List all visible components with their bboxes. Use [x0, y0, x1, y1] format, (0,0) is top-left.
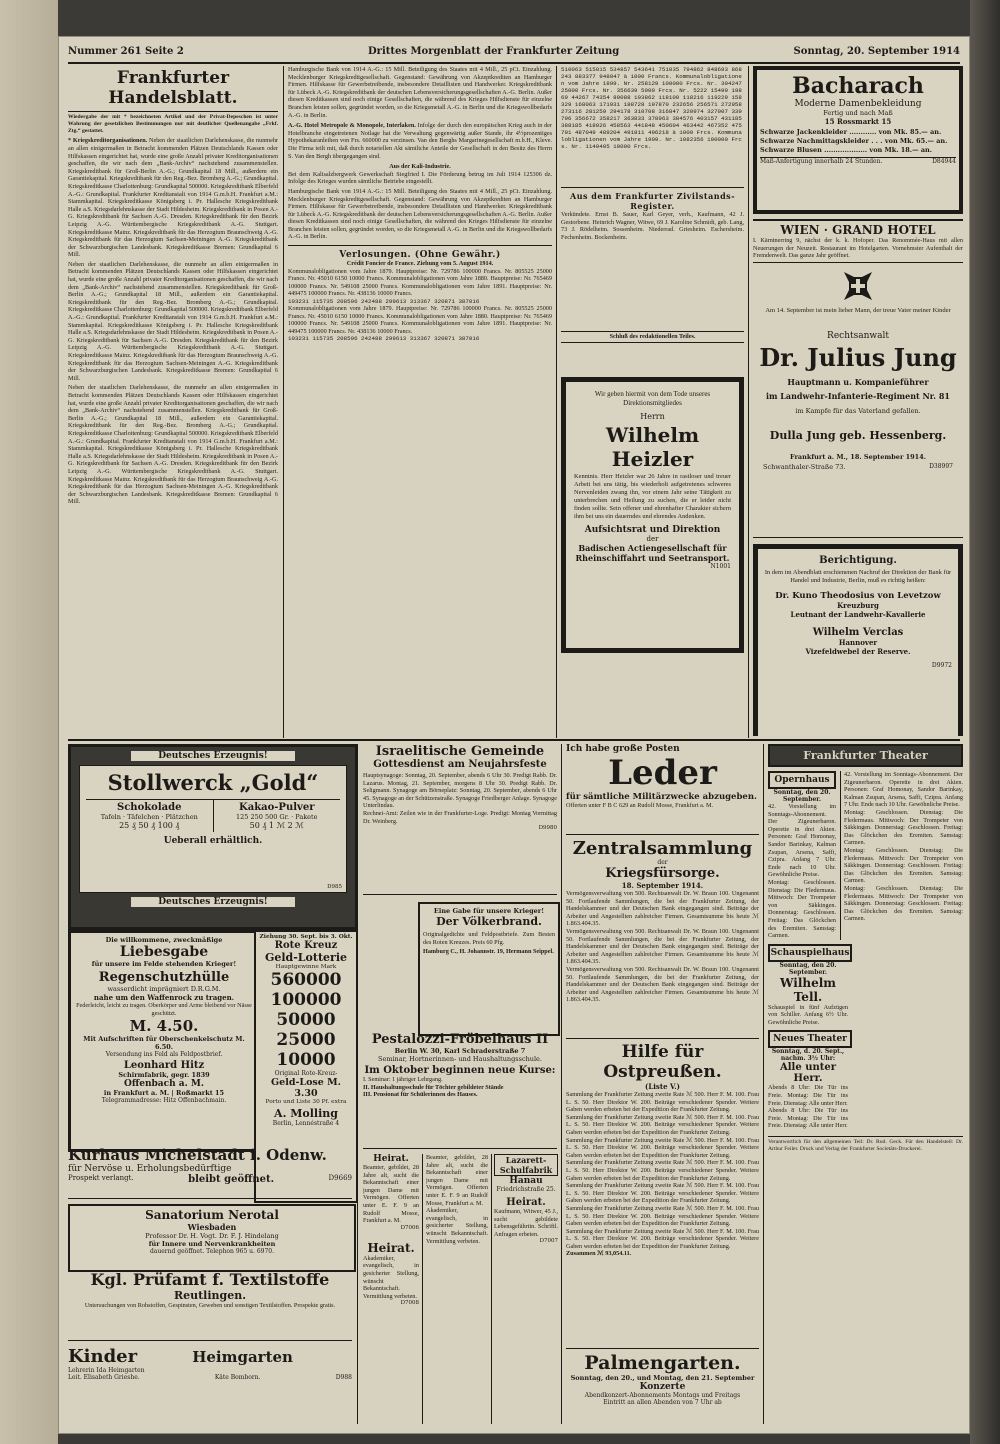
kurhaus-prospekt: Prospekt verlangt. — [68, 1174, 134, 1182]
handelsblatt-title: Frankfurter Handelsblatt. — [68, 66, 278, 112]
obituary-rank: Hauptmann u. Kompanieführer — [787, 376, 929, 387]
kurhaus-open: bleibt geöffnet. — [188, 1174, 275, 1185]
bacharach-subtitle: Moderne Damenbekleidung — [794, 99, 922, 109]
palmengarten-ad — [566, 1352, 759, 1424]
ostpreussen-body-cont: Sammlung der Frankfurter Zeitung zweite Rate ℳ 500. Herr F. M. 100. Frau L. S. 50. Herr Direktor W. 200. Beiträge verschiedener Spender. Weitere Gaben werden erbeten bei der Expedition der Frankfurter Zeitung. — [566, 1227, 759, 1250]
pestalozzi-address: Berlin W. 30, Karl Schraderstraße 7 — [394, 1047, 526, 1055]
sanatorium-place: Wiesbaden — [187, 1222, 237, 1232]
sanatorium-doctors: Professor Dr. H. Vogt. Dr. F. J. Hindelang — [145, 1232, 279, 1240]
article-body: Hamburgische Bank von 1914 A.-G.: 15 Mill. Beteiligung des Staates mit 4 Mill., 25 pCt. Einzahlung. Mecklenburger Kriegskreditgesellschaft. Gegenstand: Gewährung von Akzeptkrediten an Hamburger Firmen. Hilfskasse für Gewerbetreibende, insbesondere Detaillisten und Handwerker. Kriegskreditbank für Lübeck A.-G. Kriegskreditbank der deutschen Lebensversicherungsgesellschaften A.-G. Berlin. Außer diesen Kreditkassen sind noch einige Gesellschaften, die während des Krieges Hilfsdienste für einzelne Branchen leisten sollen, gegründet worden, so die Kriegsmetall A.-G. in Berlin und die Kriegswollbedarfs A.-G. in Berlin. — [288, 66, 552, 119]
zentral-date: 18. September 1914. — [621, 881, 704, 890]
bacharach-address: 15 Rossmarkt 15 — [824, 117, 892, 126]
obituary-heizler — [561, 377, 744, 653]
imprint: Verantwortlich für den allgemeinen Teil: Dr. Rud. Geck. Für den Handelsteil: Dr. Arthur Feiler. Druck und Verlag der Frankfurter Societäts-Druckerei. — [768, 1136, 963, 1153]
obituary-intro: Wir geben hiermit von dem Tode unseres Direktionsmitgliedes — [594, 389, 711, 407]
ostpreussen-body-cont: Sammlung der Frankfurter Zeitung zweite Rate ℳ 500. Herr F. M. 100. Frau L. S. 50. Herr Direktor W. 200. Beiträge verschiedener Spender. Weitere Gaben werden erbeten bei der Expedition der Frankfurter Zeitung. — [566, 1113, 759, 1136]
column-rule — [491, 1154, 492, 1424]
textil-body: Untersuchungen von Rohstoffen, Gespinsten, Geweben und sonstigen Textilstoffen. Prospekte gratis. — [84, 1302, 336, 1309]
regenschutz-shipping: Versendung ins Feld als Feldpostbrief. — [105, 1051, 223, 1059]
opernhaus-body: 42. Vorstellung im Sonntags-Abonnement. Der Zigeunerbaron. Operette in drei Akten. Personen: Graf Homonay, Sandor Barinkay, Kalman Zsupan, Arsena, Saffi, Czipra. Anfang 7 Uhr. Ende nach 10 Uhr. Gewöhnliche Preise. — [768, 803, 836, 879]
opernhaus-week: Montag: Geschlossen. Dienstag: Die Fledermaus. Mittwoch: Der Trompeter von Säkkingen. Donnerstag: Geschlossen. Freitag: Das Glöckchen des Eremiten. Samstag: Carmen. — [768, 878, 836, 940]
voelkerbrand-title: Der Völkerbrand. — [436, 915, 542, 928]
wien-hotel-ad — [753, 219, 963, 263]
sanatorium-hours: dauernd geöffnet. Telephon 965 u. 6970. — [149, 1248, 275, 1255]
obituary-regiment: im Landwehr-Infanterie-Regiment Nr. 81 — [765, 390, 950, 401]
lazarett-title: Lazarett-Schulfabrik — [494, 1154, 558, 1176]
lottery-ad-firm: A. Molling — [274, 1107, 338, 1120]
stollwerck-bottom-banner: Deutsches Erzeugnis! — [131, 897, 295, 907]
article-body: Neben der staatlichen Darlehenskasse, die nunmehr an allen einigermaßen in Betracht kommenden Plätzen Deutschlands Kassen oder Hilfskassen eingerichtet hat, wurde eine große Anzahl privater Kreditorganisationen geschaffen, die wir nach dem „Bank-Archiv“ nachstehend zusammenstellen. Kriegskreditbank für Groß-Berlin A.-G.; Grundkapital 18 Mill., außerdem ein Garantiekapital. Kriegskreditbank für den Reg.-Bez. Bromberg A.-G.; Grundkapital. Kriegskreditkasse Charlottenburg: Grundkapital 500000. Kriegskreditbank Elberfeld A.-G.: Grundkapital. Frankfurter Kreditanstalt von 1914 G.m.b.H. Frankfurt a.M.: Stammkapital. Kriegskreditkasse Königsberg i. Pr. Hallesche Kriegskreditbank Halle a.S. Kriegsdarlehnskasse der Stadt Hildesheim. Kriegskreditbank in Posen A.-G. Kriegskreditbank für Sachsen A.-G. Dresden. Kriegskreditbank für den Bezirk Leipzig A.-G. Württembergische Kriegskreditbank A.-G. Stuttgart. Kriegskreditkasse Mainz. Kriegskreditbank für das Herzogtum Braunschweig A.-G. Kriegskreditbank für das Herzogtum Sachsen-Meiningen A.-G. Kriegskreditbank der Schwarzburgischen Landesbank. Kriegskreditkasse Bremen: Grundkapital 6 Mill. — [68, 137, 278, 259]
obituary-place: Frankfurt a. M., 18. September 1914. — [790, 452, 926, 461]
theater-header: Frankfurter Theater — [768, 744, 963, 767]
leder-ad — [566, 744, 759, 835]
obituary-company: Badischen Actiengesellschaft für Rheinschiffahrt und Seetransport. — [575, 542, 730, 563]
zentral-body-cont: Vermögensverwaltung von 500. Rechtsanwalt Dr. W. Braun 100. Ungenannt 50. Fortlaufende Sammlungen, die bei der Frankfurter Zeitung, der Handelskammer und der Deutschen Bank eingegangen sind. Beiträge der Arbeiter und Angestellten zahlreicher Firmen. Gesamtsumme bis heute ℳ 1.863.404.35. — [566, 927, 759, 966]
berichtigung-place: Hannover — [838, 637, 878, 647]
heirat-title: Heirat. — [373, 1154, 409, 1164]
neues-theater-date: Sonntag, d. 20. Sept., nachm. 3½ Uhr: — [771, 1048, 845, 1063]
lottery-ad-address: Berlin, Lennéstraße 4 — [272, 1120, 340, 1127]
lottery-prize: 100000 — [270, 990, 342, 1010]
sanatorium-title: Sanatorium Nerotal — [145, 1208, 279, 1222]
obituary-signer-der: der — [646, 534, 659, 543]
regenschutz-target: für unsere im Felde stehenden Krieger! — [91, 960, 237, 968]
column-rule — [556, 66, 557, 738]
ostpreussen-title: Hilfe für Ostpreußen. — [603, 1042, 722, 1082]
opernhaus-date: Sonntag, den 20. September. — [773, 789, 831, 803]
schauspielhaus-play: Wilhelm Tell. — [780, 975, 836, 1004]
regenschutz-firm-sub: Schirmfabrik, gegr. 1839 — [118, 1071, 210, 1080]
ad-code: D38997 — [929, 462, 953, 470]
regenschutz-extra: Mit Aufschriften für Oberschenkelschutz M. 6.50. — [83, 1035, 245, 1052]
leder-title: Leder — [608, 753, 717, 793]
lottery-prize: 10000 — [276, 1050, 336, 1070]
stollwerck-right-prices: 50 ₰ 1 ℳ 2 ℳ — [249, 821, 304, 830]
synagogue-note: Rechnei-Amt: Zeilen wie in der Frankfurter-Loge. Predigt: Montag Vormittag Dr. Weinberg. — [363, 809, 557, 825]
article-body: Infolge der durch den europäischen Krieg auch in der Hotelbranche eingetretenen Notlage hat die Verwaltung gegenwärtig außer Stande, ihr 4½prozentiges Hypothekaranleihen von Frs. 660000 zu verzinsen. Van den Berghs Margarinegesellschaft m.b.H., Kleve. Die Firma teilt mit, daß durch notariellen Akt sämtliche Anteile der Gesellschaft in den Besitz des Herrn S. Van den Bergh übergegangen sind. — [288, 122, 552, 160]
register-body: Verkündete. Ernst B. Sauer, Karl Geyer, verh., Kaufmann, 42 J. Gestorbene. Heinrich Wagner, Witwe, 69 J. Karoline Schmidt, geb. Lang, 73 J. Rödelheim. Sossenheim. Niederrad. Griesheim. Eschersheim. Fechenheim. Bockenheim. — [561, 211, 744, 241]
sanatorium-ad — [68, 1204, 356, 1272]
wien-hotel-body: I. Kärntnerring 9, nächst der k. k. Hofoper. Das Renommée-Haus mit allen Neuerungen der Neuzeit. Restaurant im Hotelgarten. Vornehmster Aufenthalt der Fremdenwelt. Das ganze Jahr geöffnet. — [753, 237, 963, 260]
lottery-results: Kommunalobligationen vom Jahre 1879. Hauptpreise: Nr. 729786 100000 Francs. Nr. 805525 25000 Francs. Nr. 45010 6150 10000 Francs. Kommunalobligationen vom Jahre 1880. Hauptpreise: Nr. 765469 100000 Francs. Nr. 549108 25000 Francs. Kommunalobligationen vom Jahre 1891. Hauptpreise: Nr. 449475 100000 Francs. Nr. 438136 10000 Francs. — [288, 305, 552, 335]
lottery-ad-price: Geld-Lose M. 3.30 — [271, 1077, 341, 1099]
synagogue-body: Hauptsynagoge: Sonntag, 20. September, abends 6 Uhr 30. Predigt Rabb. Dr. Lazarus. Montag, 21. September, morgens 8 Uhr 30. Predigt Rabb. Dr. Seligmann. Synagoge am Börneplatz: Sonntag, 20. September, abends 6 Uhr 45. Synagoge an der Schützenstraße. Synagoge Friedberger Anlage. Synagoge Unterlindau. — [363, 772, 557, 810]
zentralsammlung — [566, 838, 759, 1039]
ad-code: D7007 — [539, 1238, 558, 1245]
lottery-numbers: 103231 115735 208596 242488 299613 313367 320871 387016 — [288, 298, 480, 306]
ad-code: D7006 — [400, 1224, 419, 1231]
obituary-widow: Dulla Jung geb. Hessenberg. — [769, 428, 947, 442]
opernhaus-title: Opernhaus — [768, 771, 836, 789]
berichtigung-name: Dr. Kuno Theodosius von Levetzow — [775, 590, 941, 601]
regenschutz-usage: nahe um den Waffenrock zu tragen. — [93, 993, 235, 1002]
heirat-title: Heirat. — [367, 1240, 415, 1255]
bacharach-line: Fertig und nach Maß — [823, 109, 893, 117]
stollwerck-availability: Ueberall erhältlich. — [163, 836, 263, 846]
obituary-jung — [753, 267, 963, 538]
heirat-body: Beamter, gebildet, 28 Jahre alt, sucht die Bekanntschaft einer jungen Dame mit Vermögen. Offerten unter E. F. 9 an Rudolf Mosse, Frankfurt a. M. — [363, 1164, 419, 1225]
lottery-ad-porto: Porto und Liste 30 Pf. extra — [265, 1099, 347, 1105]
lottery-ad-title: Rote Kreuz — [274, 940, 338, 951]
obituary-name: Dr. Julius Jung — [759, 342, 957, 372]
pestalozzi-ad — [363, 1032, 557, 1149]
kinder-line: Lehrerin Ida Heimgarten — [68, 1367, 145, 1374]
leder-purpose: für sämtliche Militärzwecke abzugeben. — [566, 792, 757, 802]
obituary-role: Rechtsanwalt — [827, 330, 889, 341]
column-rule — [561, 744, 562, 1424]
lottery-title: Verlosungen. (Ohne Gewähr.) — [339, 250, 501, 261]
neues-theater-body: Abends 8 Uhr: Die Tür ins Freie. Montag: Die Tür ins Freie. Dienstag: Alle unter Herr. — [768, 1084, 848, 1107]
regenschutz-price: M. 4.50. — [129, 1017, 199, 1036]
opernhaus-cast: 42. Vorstellung im Sonntags-Abonnement. Der Zigeunerbaron. Operette in drei Akten. Personen: Graf Homonay, Sandor Barinkay, Kalman Zsupan, Arsena, Saffi, Czipra. Anfang 7 Uhr. Ende nach 10 Uhr. Gewöhnliche Preise. — [844, 771, 963, 809]
lottery-results: Kommunalobligationen vom Jahre 1879. Hauptpreise: Nr. 729786 100000 Francs. Nr. 805525 25000 Francs. Nr. 45010 6150 10000 Francs. Kommunalobligationen vom Jahre 1880. Hauptpreise: Nr. 765469 100000 Francs. Nr. 549108 25000 Francs. Kommunalobligationen vom Jahre 1891. Hauptpreise: Nr. 449475 100000 Francs. Nr. 438136 10000 Francs. — [288, 267, 552, 298]
lottery-subtitle: Crédit Foncier de France. Ziehung vom 5. August 1914. — [346, 260, 494, 268]
pestalozzi-course-3: III. Pensionat für Schülerinnen des Hauses. — [363, 1091, 478, 1099]
lazarett-place: Hanau — [509, 1176, 543, 1186]
palmengarten-dates: Sonntag, den 20., und Montag, den 21. September — [570, 1374, 755, 1382]
ad-code: D9980 — [538, 825, 557, 832]
lazarett-ad — [494, 1154, 558, 1424]
ad-code: D9669 — [328, 1174, 352, 1182]
pestalozzi-course-1: I. Seminar: 1 jähriger Lehrgang. — [363, 1076, 443, 1083]
lottery-ad-label: Hauptgewinne Mark — [275, 964, 337, 970]
palmengarten-concerts: Konzerte — [639, 1382, 686, 1392]
lottery-ad-title2: Geld-Lotterie — [264, 951, 348, 964]
article-subheading: A.-G. Hotel Metropole & Monopole, Interlaken. — [288, 122, 416, 130]
lottery-ad-original: Original Rote-Kreuz- — [274, 1070, 338, 1077]
iron-cross-icon — [841, 269, 875, 303]
article-body-cont: Neben der staatlichen Darlehenskasse, die nunmehr an allen einigermaßen in Betracht kommenden Plätzen Deutschlands Kassen oder Hilfskassen eingerichtet hat, wurde eine große Anzahl privater Kreditorganisationen geschaffen, die wir nach dem „Bank-Archiv“ nachstehend zusammenstellen. Kriegskreditbank für Groß-Berlin A.-G.; Grundkapital 18 Mill., außerdem ein Garantiekapital. Kriegskreditbank für den Reg.-Bez. Bromberg A.-G.; Grundkapital. Kriegskreditkasse Charlottenburg: Grundkapital 500000. Kriegskreditbank Elberfeld A.-G.: Grundkapital. Frankfurter Kreditanstalt von 1914 G.m.b.H. Frankfurt a.M.: Stammkapital. Kriegskreditkasse Königsberg i. Pr. Hallesche Kriegskreditbank Halle a.S. Kriegsdarlehnskasse der Stadt Hildesheim. Kriegskreditbank in Posen A.-G. Kriegskreditbank für Sachsen A.-G. Dresden. Kriegskreditbank für den Bezirk Leipzig A.-G. Württembergische Kriegskreditbank A.-G. Stuttgart. Kriegskreditkasse Mainz. Kriegskreditbank für das Herzogtum Braunschweig A.-G. Kriegskreditbank für das Herzogtum Sachsen-Meiningen A.-G. Kriegskreditbank der Schwarzburgischen Landesbank. Kriegskreditkasse Bremen: Grundkapital 6 Mill. — [68, 260, 278, 382]
leder-intro: Ich habe große Posten — [566, 744, 680, 754]
opernhaus-week-cont: Montag: Geschlossen. Dienstag: Die Fledermaus. Mittwoch: Der Trompeter von Säkkingen. Donnerstag: Geschlossen. Freitag: Das Glöckchen des Eremiten. Samstag: Carmen. — [844, 808, 963, 847]
palmengarten-abo: Abendkonzert-Abonnements Montags und Freitags — [584, 1392, 741, 1399]
kinder-ad — [68, 1346, 352, 1422]
kurhaus-sub: für Nervöse u. Erholungsbedürftige — [68, 1164, 232, 1174]
bacharach-ad — [753, 66, 963, 214]
column-rule — [283, 66, 284, 738]
price-item: Schwarze Blusen ................... von Mk. 18.— an. — [760, 146, 933, 154]
stollwerck-chocolate — [86, 800, 214, 832]
zentral-title: Zentralsammlung — [572, 838, 753, 859]
pestalozzi-course-2: II. Haushaltungsschule für Töchter gebildeter Stände — [363, 1083, 504, 1091]
reprint-note: Wiedergabe der mit * bezeichneten Artikel und der Privat-Depeschen ist unter Wahrung der gesetzlichen Bestimmungen nur mit deutlicher Quellenangabe „Frkf. Ztg.“ gestattet. — [68, 114, 278, 134]
zentral-body: Vermögensverwaltung von 500. Rechtsanwalt Dr. W. Braun 100. Ungenannt 50. Fortlaufende Sammlungen, die bei der Frankfurter Zeitung, der Handelskammer und der Deutschen Bank eingegangen sind. Beiträge der Arbeiter und Angestellten zahlreicher Firmen. Gesamtsumme bis heute ℳ 1.863.404.35. — [566, 890, 759, 928]
stollwerck-ad — [68, 744, 358, 930]
ad-code: D985 — [327, 884, 342, 890]
schauspielhaus-body: Schauspiel in fünf Aufzügen von Schiller. Anfang 6½ Uhr. Gewöhnliche Preise. — [768, 1003, 848, 1026]
schauspielhaus-date: Sonntag, den 20. September. — [779, 961, 837, 976]
kinder-title: Kinder — [68, 1346, 138, 1367]
regenschutz-branch: in Frankfurt a. M. | Roßmarkt 15 — [103, 1089, 225, 1098]
stollwerck-right-sub: 125 250 500 Gr. · Pakete — [236, 813, 318, 821]
theater-column — [768, 744, 963, 1424]
lottery-prize: 50000 — [276, 1010, 336, 1030]
zentral-body-cont: Vermögensverwaltung von 500. Rechtsanwalt Dr. W. Braun 100. Ungenannt 50. Fortlaufende Sammlungen, die bei der Frankfurter Zeitung, der Handelskammer und der Deutschen Bank eingegangen sind. Beiträge der Arbeiter und Angestellten zahlreicher Firmen. Gesamtsumme bis heute ℳ 1.863.404.35. — [566, 965, 759, 1004]
zentral-der: der — [657, 859, 668, 866]
column-rule — [763, 744, 764, 1424]
column-rule — [422, 1154, 423, 1424]
heirat-body: Akademiker, evangelisch, in gesicherter Stellung, wünscht Bekanntschaft. Vermittlung verbeten. — [426, 1207, 488, 1245]
ostpreussen-body-cont: Sammlung der Frankfurter Zeitung zweite Rate ℳ 500. Herr F. M. 100. Frau L. S. 50. Herr Direktor W. 200. Beiträge verschiedener Spender. Weitere Gaben werden erbeten bei der Expedition der Frankfurter Zeitung. — [566, 1136, 759, 1159]
ostpreussen-total: Zusammen ℳ 93,054.11. — [566, 1250, 632, 1258]
register-column — [561, 66, 744, 736]
article-body-cont: Hamburgische Bank von 1914 A.-G.: 15 Mill. Beteiligung des Staates mit 4 Mill., 25 pCt. Einzahlung. Mecklenburger Kriegskreditgesellschaft. Gegenstand: Gewährung von Akzeptkrediten an Hamburger Firmen. Hilfskasse für Gewerbetreibende, insbesondere Detaillisten und Handwerker. Kriegskreditbank für Lübeck A.-G. Kriegskreditbank der deutschen Lebensversicherungsgesellschaften A.-G. Berlin. Außer diesen Kreditkassen sind noch einige Gesellschaften, die während des Krieges Hilfsdienste für einzelne Branchen leisten sollen, gegründet worden, so die Kriegsmetall A.-G. in Berlin und die Kriegswollbedarfs A.-G. in Berlin. — [288, 187, 552, 241]
lottery-numbers: 103231 115735 208596 242488 299613 313367 320871 387016 — [288, 335, 480, 343]
berichtigung-notice — [753, 544, 963, 736]
regenschutz-firm: Leonhard Hitz — [123, 1060, 205, 1072]
ad-code: D988 — [335, 1374, 352, 1381]
wien-hotel-title: WIEN · GRAND HOTEL — [780, 223, 936, 237]
regenschutz-product: Regenschutzhülle — [98, 970, 230, 985]
ostpreussen-body-cont: Sammlung der Frankfurter Zeitung zweite Rate ℳ 500. Herr F. M. 100. Frau L. S. 50. Herr Direktor W. 200. Beiträge verschiedener Spender. Weitere Gaben werden erbeten bei der Expedition der Frankfurter Zeitung. — [566, 1204, 759, 1228]
berichtigung-rank: Leutnant der Landwehr-Kavallerie — [790, 609, 926, 619]
lazarett-body: Kaufmann, Witwer, 45 J., sucht gebildete Lebensgefährtin. Schriftl. Anfragen erbeten. — [494, 1208, 558, 1238]
ostpreussen-body-cont: Sammlung der Frankfurter Zeitung zweite Rate ℳ 500. Herr F. M. 100. Frau L. S. 50. Herr Direktor W. 200. Beiträge verschiedener Spender. Weitere Gaben werden erbeten bei der Expedition der Frankfurter Zeitung. — [566, 1182, 759, 1205]
bacharach-price-list — [760, 128, 956, 155]
heirat-body: Beamter, gebildet, 28 Jahre alt, sucht die Bekanntschaft einer jungen Dame mit Vermögen. Offerten unter E. F. 9 an Rudolf Mosse, Frankfurt a. M. — [426, 1154, 488, 1207]
kinder-heimgarten: Heimgarten — [192, 1348, 293, 1366]
textil-ad — [68, 1270, 352, 1341]
kurhaus-title: Kurhaus Michelstadt i. Odenw. — [68, 1146, 327, 1164]
berichtigung-place: Kreuzburg — [837, 600, 879, 610]
stollwerck-right-title: Kakao-Pulver — [239, 802, 315, 813]
voelkerbrand-ad — [418, 902, 560, 1036]
regenschutz-city: Offenbach a. M. — [124, 1079, 204, 1090]
heirat-title: Heirat. — [506, 1197, 546, 1208]
header-issue: Nummer 261 Seite 2 — [68, 46, 184, 57]
voelkerbrand-publisher: Hamburg C., H. Johannstr. 19, Hermann Seippel. — [423, 948, 554, 956]
obituary-body: Kenntnis. Herr Heizler war 26 Jahre in rastloser und treuer Arbeit bei uns tätig, bis wiederholt aufgetretenes schweres Nervenleiden zwang ihn, vor einem Jahr seine Tätigkeit zu unterbrechen und Heilung zu suchen, die er leider nicht finden sollte. Sein offener und ehrenhafter Charakter sichern ihm bei uns ein dauerndes und ehrendes Andenken. — [574, 472, 731, 520]
ads-column — [753, 66, 963, 736]
pestalozzi-courses: Im Oktober beginnen neue Kurse: — [364, 1065, 556, 1076]
voelkerbrand-body: Originalgedichte und Feldpostbriefe. Zum Besten des Roten Kreuzes. Preis 60 Pfg. — [423, 931, 555, 946]
bacharach-footer: Maß-Anfertigung innerhalb 24 Stunden. — [760, 158, 883, 165]
opernhaus-week-cont: Montag: Geschlossen. Dienstag: Die Fledermaus. Mittwoch: Der Trompeter von Säkkingen. Donnerstag: Geschlossen. Freitag: Das Glöckchen des Eremiten. Samstag: Carmen. — [844, 884, 963, 923]
ostpreussen-body: Sammlung der Frankfurter Zeitung zweite Rate ℳ 500. Herr F. M. 100. Frau L. S. 50. Herr Direktor W. 200. Beiträge verschiedener Spender. Weitere Gaben werden erbeten bei der Expedition der Frankfurter Zeitung. — [566, 1091, 759, 1114]
ad-code: D84944 — [932, 158, 956, 165]
ad-code: N1001 — [710, 562, 731, 570]
handelsblatt-column — [68, 66, 278, 736]
berichtigung-body: In dem im Abendblatt erschienenen Nachruf der Direktion der Bank für Handel und Industrie, Berlin, muß es richtig heißen: — [764, 568, 952, 584]
palmengarten-title: Palmengarten. — [584, 1352, 741, 1374]
regenschutz-ad — [68, 930, 260, 1152]
ad-code: D7008 — [400, 1300, 419, 1307]
synagogue-notice — [363, 744, 557, 895]
lottery-numbers-cont: 510063 515015 534857 543641 751035 794862 848693 868243 883377 948047 à 1000 Francs. Kommunalobligationen vom Jahre 1899. Nr. 258129 100000 Frcs. Nr. 304247 25000 Frcs. Nr. 356639 5000 Frcs. Nr. 5222 15499 19869 44267 74354 89088 103862 118100 118216 119229 158329 168063 171931 188728 197870 232656 256571 272958 273116 281259 294178 310708 316847 320974 327007 339796 356672 358217 363833 378963 384576 403157 431185 388185 418026 458563 441848 450604 463442 467352 475701 487049 489204 491811 496218 à 1000 Frcs. Kommunalobligationen vom Jahre 1909. Nr. 1082356 100000 Frcs. Nr. 1140405 10000 Frcs. — [561, 66, 742, 150]
lottery-prize: 560000 — [270, 970, 342, 990]
page-header — [68, 44, 960, 64]
lazarett-address: Friedrichstraße 25. — [496, 1186, 556, 1193]
obituary-intro: Am 14. September ist mein lieber Mann, der treue Vater meiner Kinder — [765, 306, 951, 314]
regenschutz-liebesgabe: Liebesgabe — [119, 944, 209, 960]
berichtigung-rank: Vizefeldwebel der Reserve. — [805, 646, 911, 656]
opernhaus-week-cont: Montag: Geschlossen. Dienstag: Die Fledermaus. Mittwoch: Der Trompeter von Säkkingen. Donnerstag: Geschlossen. Freitag: Das Glöckchen des Eremiten. Samstag: Carmen. — [844, 846, 963, 885]
kinder-leader2: Käte Bomborn. — [214, 1374, 261, 1381]
ostpreussen-appeal — [566, 1042, 759, 1349]
price-item: Schwarze Jackenkleider ............ von Mk. 85.— an. — [760, 128, 942, 136]
lottery-ad-date: Ziehung 30. Sept. bis 3. Okt. — [259, 934, 353, 940]
regenschutz-intro: Die willkommene, zweckmäßige — [105, 936, 223, 944]
page-left-margin — [0, 0, 58, 1444]
zentral-subtitle: Kriegsfürsorge. — [605, 866, 720, 881]
header-masthead: Drittes Morgenblatt der Frankfurter Zeitung — [368, 46, 620, 57]
obituary-address: Schwanthaler-Straße 73. — [763, 462, 846, 471]
schauspielhaus-title: Schauspielhaus — [768, 944, 852, 962]
heirat-body: Akademiker, evangelisch, in gesicherter Stellung, wünscht Bekanntschaft. Vermittlung verbeten. — [363, 1254, 419, 1300]
synagogue-title: Israelitische Gemeinde — [375, 744, 545, 759]
bacharach-title: Bacharach — [792, 73, 924, 99]
article-body-cont: Neben der staatlichen Darlehenskasse, die nunmehr an allen einigermaßen in Betracht kommenden Plätzen Deutschlands Kassen oder Hilfskassen eingerichtet hat, wurde eine große Anzahl privater Kreditorganisationen geschaffen, die wir nach dem „Bank-Archiv“ nachstehend zusammenstellen. Kriegskreditbank für Groß-Berlin A.-G.; Grundkapital 18 Mill., außerdem ein Garantiekapital. Kriegskreditbank für den Reg.-Bez. Bromberg A.-G.; Grundkapital. Kriegskreditkasse Charlottenburg: Grundkapital 500000. Kriegskreditbank Elberfeld A.-G.: Grundkapital. Frankfurter Kreditanstalt von 1914 G.m.b.H. Frankfurt a.M.: Stammkapital. Kriegskreditkasse Königsberg i. Pr. Hallesche Kriegskreditbank Halle a.S. Kriegsdarlehnskasse der Stadt Hildesheim. Kriegskreditbank in Posen A.-G. Kriegskreditbank für Sachsen A.-G. Dresden. Kriegskreditbank für den Bezirk Leipzig A.-G. Württembergische Kriegskreditbank A.-G. Stuttgart. Kriegskreditkasse Mainz. Kriegskreditbank für das Herzogtum Braunschweig A.-G. Kriegskreditbank für das Herzogtum Sachsen-Meiningen A.-G. Kriegskreditbank der Schwarzburgischen Landesbank. Kriegskreditkasse Bremen: Grundkapital 6 Mill. — [68, 384, 278, 506]
neues-theater-play: Alle unter Herr. — [780, 1062, 836, 1085]
divider — [561, 187, 744, 188]
berichtigung-name: Wilhelm Verclas — [812, 626, 904, 638]
divider — [288, 245, 552, 246]
price-item: Schwarze Nachmittagskleider . . . von Mk. 65.— an. — [760, 137, 948, 145]
obituary-herr: Herrn — [640, 411, 665, 421]
ostpreussen-body-cont: Sammlung der Frankfurter Zeitung zweite Rate ℳ 500. Herr F. M. 100. Frau L. S. 50. Herr Direktor W. 200. Beiträge verschiedener Spender. Weitere Gaben werden erbeten bei der Expedition der Frankfurter Zeitung. — [566, 1159, 759, 1182]
synagogue-subtitle: Gottesdienst am Neujahrsfeste — [373, 759, 547, 770]
register-title: Aus dem Frankfurter Zivilstands-Register. — [569, 191, 736, 211]
textil-place: Reutlingen. — [173, 1289, 247, 1302]
textil-title: Kgl. Prüfamt f. Textilstoffe — [90, 1270, 330, 1289]
lottery-prize: 25000 — [276, 1030, 336, 1050]
voelkerbrand-intro: Eine Gabe für unsere Krieger! — [433, 907, 545, 915]
leder-offer: Offerten unter F B C 629 an Rudolf Mosse, Frankfurt a. M. — [566, 802, 713, 809]
stollwerck-left-sub: Tafeln · Täfelchen · Plätzchen — [100, 813, 198, 821]
obituary-name: Wilhelm Heizler — [605, 422, 700, 471]
obituary-fallen: im Kampfe für das Vaterland gefallen. — [795, 406, 921, 415]
heirat-ad-2 — [426, 1154, 488, 1424]
ad-code: D9972 — [931, 661, 952, 669]
heirat-ad-1 — [363, 1154, 419, 1424]
regenschutz-patent: wasserdicht imprägniert D.R.G.M. — [107, 985, 221, 993]
berichtigung-title: Berichtigung. — [819, 554, 897, 566]
kinder-leader: Leit. Elisabeth Grieshe. — [68, 1374, 140, 1381]
neues-theater-title: Neues Theater — [768, 1030, 852, 1048]
sanatorium-specialty: für Innere und Nervenkrankheiten — [148, 1240, 276, 1248]
stollwerck-left-prices: 25 ₰ 50 ₰ 100 ₰ — [119, 821, 180, 830]
neues-theater-body-cont: Abends 8 Uhr: Die Tür ins Freie. Montag: Die Tür ins Freie. Dienstag: Alle unter Herr. — [768, 1107, 848, 1130]
stollwerck-left-title: Schokolade — [117, 802, 182, 813]
stollwerck-brand: Stollwerck „Gold“ — [107, 770, 319, 795]
kurhaus-ad — [68, 1146, 352, 1199]
stollwerck-cocoa — [214, 800, 341, 832]
section-rule — [68, 739, 960, 741]
ostpreussen-list: (Liste V.) — [645, 1082, 680, 1091]
regenschutz-features: Federleicht, leicht zu tragen. Oberkörper und Arme bleibend vor Nässe geschützt. — [76, 1002, 252, 1017]
pestalozzi-title: Pestalozzi-Fröbelhaus II — [371, 1032, 549, 1047]
column-rule — [748, 66, 749, 738]
section-heading: * Kriegskreditorganisationen. — [68, 137, 148, 145]
article-subheading: Aus der Kali-Industrie. — [389, 163, 451, 171]
page-right-edge — [970, 0, 1000, 1444]
header-date: Sonntag, 20. September 1914 — [793, 46, 960, 57]
newspaper-page — [58, 36, 970, 1434]
stollwerck-top-banner: Deutsches Erzeugnis! — [131, 751, 295, 761]
article-body: Bei dem Kalisalzbergwerk Gewerkschaft Siegfried I. Die Förderung betrug im Juli 1914 125306 dz. Infolge des Krieges wurden sämtliche Betriebe eingestellt. — [288, 170, 552, 186]
palmengarten-entry: Eintritt an allen Abenden von 7 Uhr ab — [603, 1399, 722, 1406]
editorial-end: Schluß des redaktionellen Teiles. — [561, 331, 744, 343]
finance-column — [288, 66, 552, 736]
obituary-signer: Aufsichtsrat und Direktion — [584, 524, 721, 535]
pestalozzi-sub: Seminar, Hortnerinnen- und Haushaltungsschule. — [378, 1055, 542, 1063]
regenschutz-telegram: Telegrammadresse: Hitz Offenbachmain. — [101, 1097, 227, 1105]
